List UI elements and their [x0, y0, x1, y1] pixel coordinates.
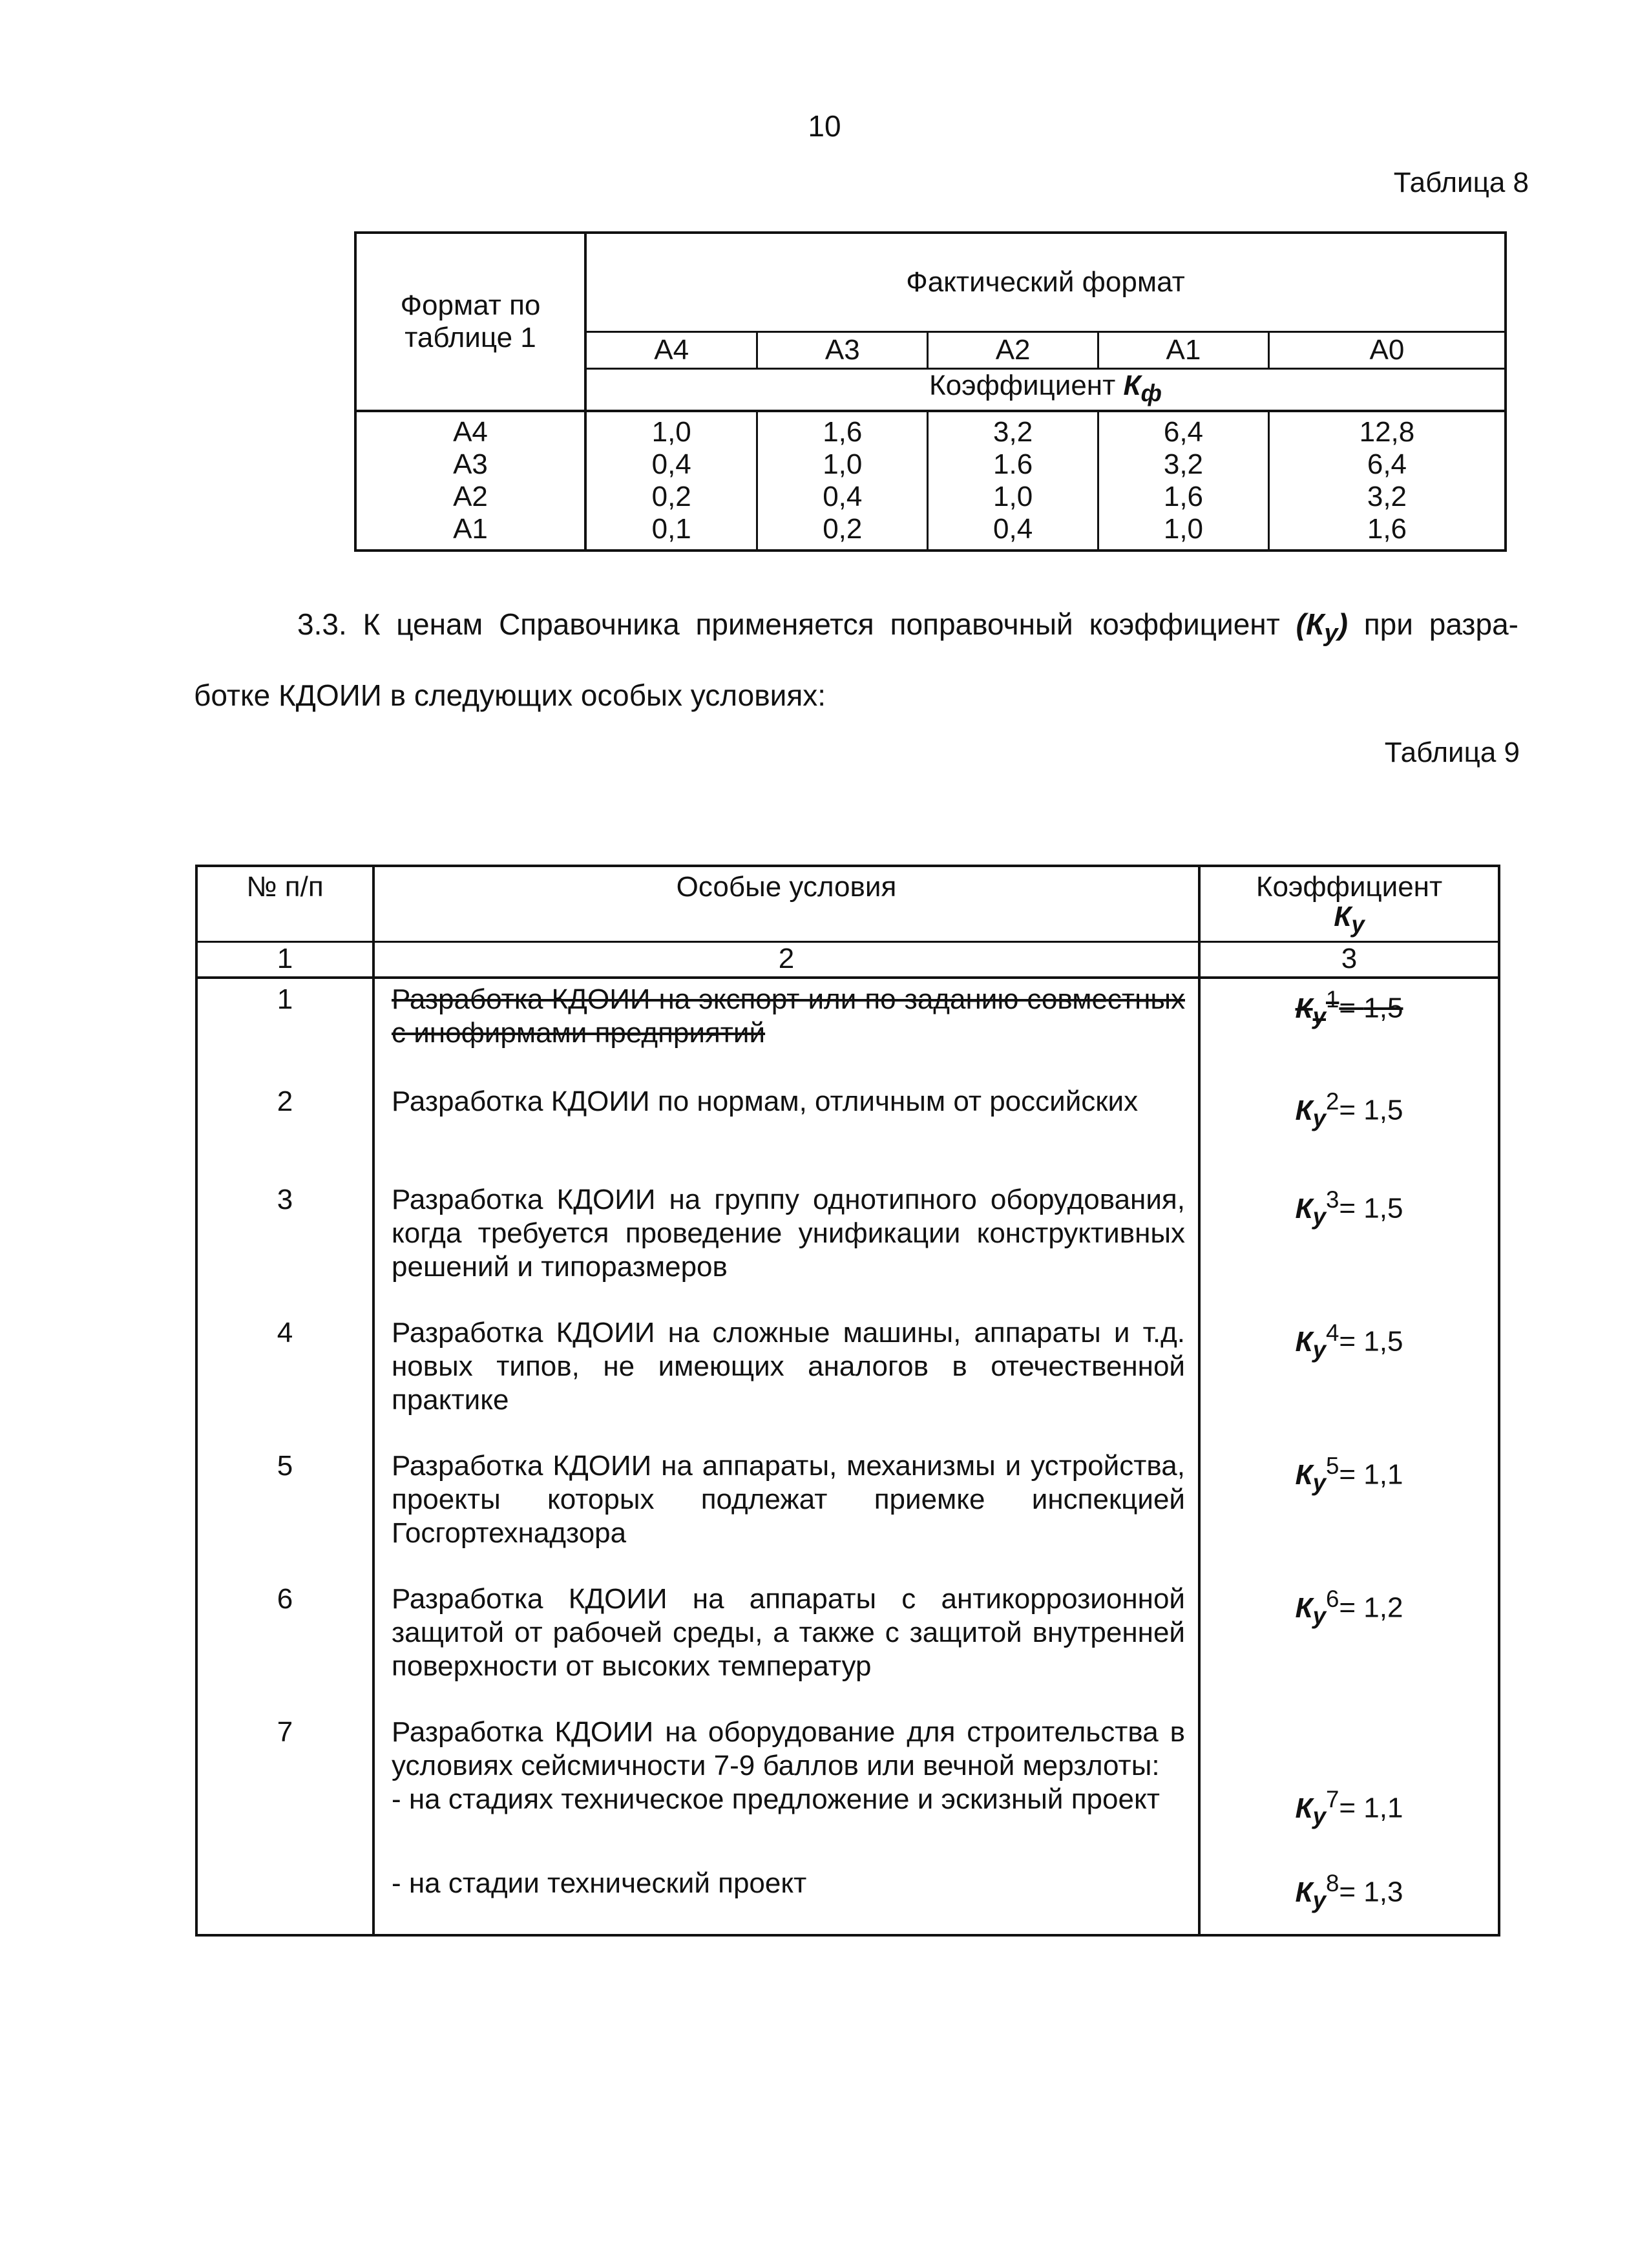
table8-value: 1,0 — [1098, 513, 1269, 551]
coef-number: 1,5 — [1363, 992, 1403, 1024]
coef-number: 1,1 — [1363, 1792, 1403, 1824]
table8-group-header: Фактический формат — [585, 233, 1506, 332]
row-number: 5 — [196, 1449, 373, 1582]
coefficient-label: Коэффициент — [929, 370, 1116, 401]
coefficient-symbol: (К — [1296, 607, 1325, 641]
coefficient-symbol-close: ) — [1338, 607, 1348, 641]
paragraph-text: при разра- — [1363, 607, 1518, 641]
condition-text: Разработка КДОИИ на сложные машины, аппараты и т.д. новых типов, не имеющих аналогов в отечественной практике — [392, 1317, 1185, 1416]
table8-col-header: А3 — [757, 332, 928, 369]
table9-header-coef — [1199, 866, 1499, 942]
coef-superscript: 7 — [1325, 1786, 1339, 1812]
condition-text: Разработка КДОИИ на аппараты с антикоррозионной защитой от рабочей среды, а также с защитой внутренней поверхности от высоких температур — [392, 1583, 1185, 1682]
table8-value: 1,6 — [757, 411, 928, 448]
coefficient-symbol: К — [1334, 901, 1352, 932]
row-number: 4 — [196, 1316, 373, 1449]
coef-number: 1,5 — [1363, 1094, 1403, 1126]
table8-row-header: Формат по таблице 1 — [355, 233, 585, 411]
table8-coefficient-label — [585, 369, 1506, 411]
table8-value: 3,2 — [1367, 480, 1407, 512]
column-number: 2 — [373, 942, 1199, 978]
condition-text: Разработка КДОИИ на экспорт или по заданию совместных с инофирмами предприятий — [392, 983, 1185, 1049]
table8-value: 6,4 — [1098, 411, 1269, 448]
coefficient-value: $К_у^3= 1,5$ — [1295, 1186, 1403, 1230]
coefficient-subscript: ф — [1140, 379, 1162, 406]
condition-text: Разработка КДОИИ на оборудование для строительства в условиях сейсмичности 7-9 баллов или вечной мерзлоты: — [392, 1716, 1185, 1781]
condition-text: Разработка КДОИИ на аппараты, механизмы и устройства, проекты которых подлежат приемке инспекцией Госгортехнадзора — [392, 1450, 1185, 1549]
table-row — [355, 411, 1506, 448]
row-number: 2 — [196, 1085, 373, 1183]
table8-value: 0,4 — [757, 481, 928, 513]
table8-value: 1,0 — [757, 448, 928, 481]
table8-format: А3 — [355, 448, 585, 481]
coef-superscript: 1 — [1325, 986, 1339, 1013]
coef-superscript: 5 — [1325, 1453, 1339, 1479]
table8-format: А4 — [355, 411, 585, 448]
coefficient-value: $К_у^2= 1,5$ — [1295, 1088, 1403, 1131]
condition-text: - на стадии технический проект — [392, 1867, 807, 1899]
coef-superscript: 6 — [1325, 1586, 1339, 1612]
table-row — [355, 448, 1506, 481]
coef-number: 1,5 — [1363, 1192, 1403, 1224]
table8-col-header: А1 — [1098, 332, 1269, 369]
column-number: 3 — [1199, 942, 1499, 978]
table8-value: 1,0 — [585, 411, 757, 448]
coef-header-label: Коэффициент — [1255, 871, 1443, 903]
table8-value: 1,0 — [928, 481, 1098, 513]
condition-text: - на стадиях техническое предложение и эскизный проект — [392, 1783, 1160, 1815]
table8-value: 1,6 — [1367, 512, 1407, 545]
table8 — [354, 231, 1507, 552]
table9 — [195, 865, 1500, 1937]
coef-number: 1,3 — [1363, 1876, 1403, 1908]
row-number: 1 — [196, 978, 373, 1085]
table-row — [355, 481, 1506, 513]
table9-header-row — [196, 866, 1499, 942]
table8-caption: Таблица 8 — [1393, 167, 1529, 198]
table8-col-header: А0 — [1268, 332, 1506, 369]
paragraph-text: 3.3. К ценам Справочника применяется поправочный коэффициент — [297, 607, 1280, 641]
coef-number: 1,2 — [1363, 1591, 1403, 1624]
table9-header-num: № п/п — [196, 866, 373, 942]
table8-value: 1,6 — [1098, 481, 1269, 513]
coef-superscript: 3 — [1325, 1186, 1339, 1213]
table8-value: 1.6 — [928, 448, 1098, 481]
row-number: 3 — [196, 1183, 373, 1316]
coefficient-value: $К_у^5= 1,1$ — [1295, 1453, 1403, 1496]
table-row — [196, 1449, 1499, 1582]
table8-value: 3,2 — [1098, 448, 1269, 481]
coefficient-value: $К_у^6= 1,2$ — [1295, 1586, 1403, 1629]
coef-superscript: 2 — [1325, 1088, 1339, 1115]
coef-number: 1,1 — [1363, 1458, 1403, 1491]
table-row — [196, 1853, 1499, 1935]
page-number: 10 — [808, 109, 841, 143]
table-row — [196, 1085, 1499, 1183]
table8-col-header: А4 — [585, 332, 757, 369]
table8-value: 6,4 — [1367, 448, 1407, 480]
condition-text: Разработка КДОИИ на группу однотипного оборудования, когда требуется проведение унификации конструктивных решений и типоразмеров — [392, 1184, 1185, 1283]
coef-superscript: 8 — [1325, 1870, 1339, 1896]
coefficient-value: $К_у^7= 1,1$ — [1295, 1786, 1403, 1829]
table-row — [196, 1716, 1499, 1783]
table8-value: 0,4 — [585, 448, 757, 481]
table8-format: А1 — [355, 513, 585, 551]
coefficient-subscript: у — [1351, 910, 1365, 938]
column-number: 1 — [196, 942, 373, 978]
table8-value: 0,2 — [585, 481, 757, 513]
coefficient-subscript: у — [1324, 619, 1338, 647]
table8-format: А2 — [355, 481, 585, 513]
table8-value: 0,1 — [585, 513, 757, 551]
condition-text: Разработка КДОИИ по нормам, отличным от российских — [392, 1086, 1139, 1117]
row-number: 7 — [196, 1716, 373, 1935]
coefficient-value: $К_у^8= 1,3$ — [1295, 1870, 1403, 1913]
row-number: 6 — [196, 1582, 373, 1716]
table-row — [196, 1183, 1499, 1316]
table8-col-header: А2 — [928, 332, 1098, 369]
coefficient-value: $К_у^1= 1,5$ — [1295, 986, 1403, 1029]
table-row — [196, 1316, 1499, 1449]
paragraph-line-1 — [194, 593, 1518, 664]
coef-number: 1,5 — [1363, 1325, 1403, 1358]
table-row — [196, 978, 1499, 1085]
table9-column-numbers — [196, 942, 1499, 978]
paragraph-3-3 — [194, 593, 1518, 726]
coef-superscript: 4 — [1325, 1319, 1339, 1346]
table9-header-conditions: Особые условия — [373, 866, 1199, 942]
table8-value: 3,2 — [928, 411, 1098, 448]
table-row — [196, 1582, 1499, 1716]
coefficient-symbol: К — [1123, 370, 1141, 401]
table8-value: 12,8 — [1359, 415, 1415, 448]
coefficient-value: $К_у^4= 1,5$ — [1295, 1319, 1403, 1363]
table8-value: 0,2 — [757, 513, 928, 551]
table-row — [355, 513, 1506, 551]
table8-value: 0,4 — [928, 513, 1098, 551]
table9-caption: Таблица 9 — [1384, 737, 1520, 768]
paragraph-line-2: ботке КДОИИ в следующих особых условиях: — [194, 678, 826, 713]
table-row — [196, 1783, 1499, 1853]
